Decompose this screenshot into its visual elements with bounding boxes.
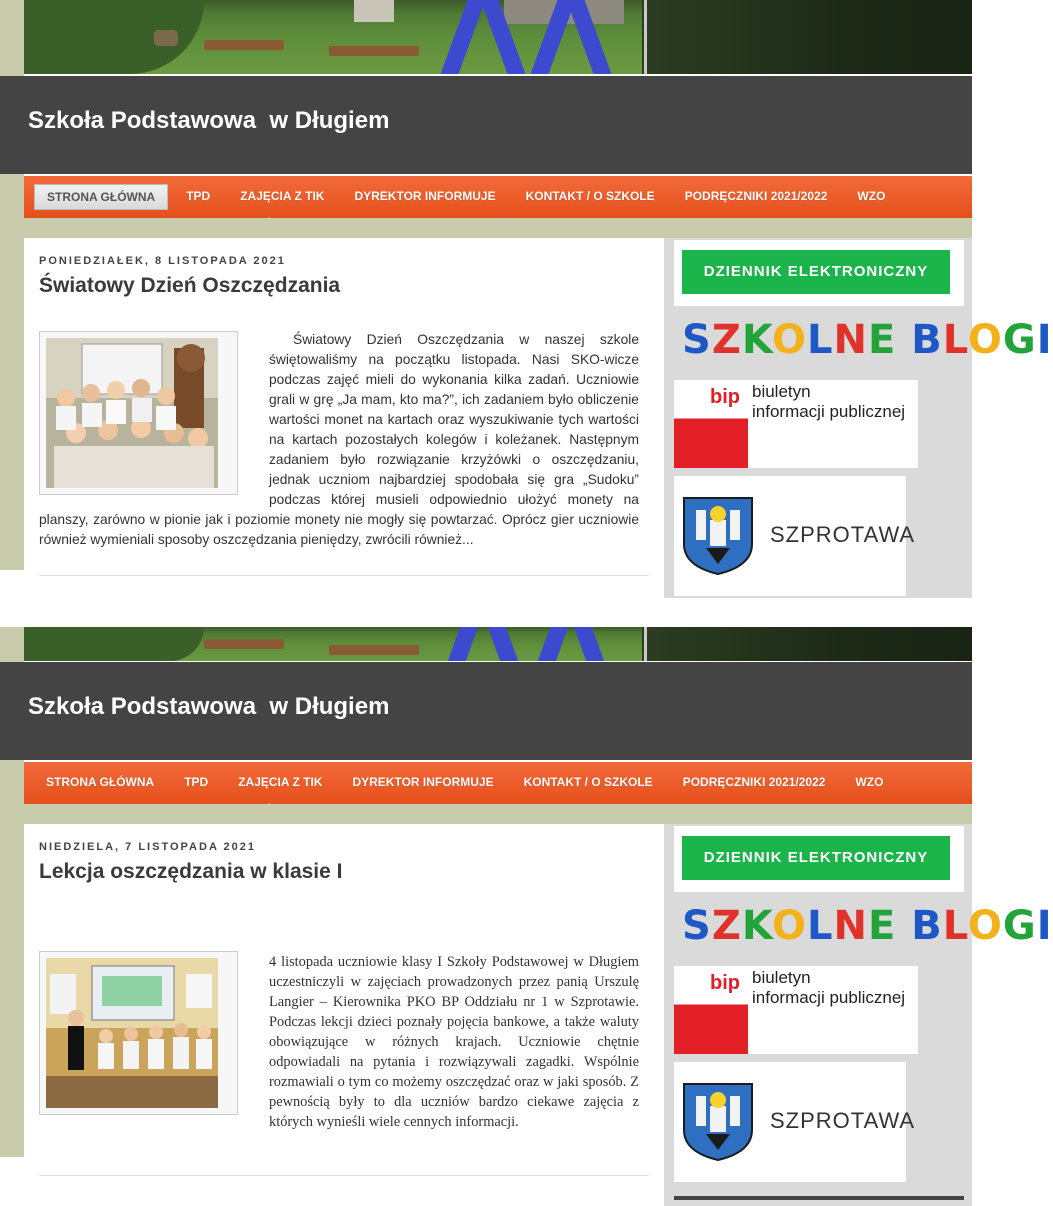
site-header xyxy=(0,662,972,760)
sidebar xyxy=(664,824,1053,1206)
nav-tpd[interactable]: TPD xyxy=(186,189,211,203)
nav-tpd[interactable]: TPD xyxy=(184,775,209,789)
bip-word: bip xyxy=(710,972,740,994)
post-area xyxy=(24,238,664,598)
header-banner-image xyxy=(24,627,972,661)
nav-zajecia-z-tik[interactable]: ZAJĘCIA Z TIK xyxy=(240,189,325,203)
sidebar-bottom-rule xyxy=(674,1196,964,1200)
nav-kontakt[interactable]: KONTAKT / O SZKOLE xyxy=(525,189,655,203)
szprotawa-label: SZPROTAWA xyxy=(770,1108,916,1133)
szprotawa-banner[interactable] xyxy=(674,1062,916,1182)
bip-text: biuletyn informacji publicznej xyxy=(752,968,906,1007)
nav-wzo[interactable]: WZO xyxy=(855,775,884,789)
nav-kontakt[interactable]: KONTAKT / O SZKOLE xyxy=(523,775,653,789)
nav-dyrektor-informuje[interactable]: DYREKTOR INFORMUJE xyxy=(354,189,496,203)
szkolne-blogi-logo: SZKOLNE BLOGI xyxy=(682,903,1053,949)
screenshot-panel-2 xyxy=(0,627,1053,1206)
post-title[interactable]: Lekcja oszczędzania w klasie I xyxy=(39,860,343,883)
nav-podreczniki[interactable]: PODRĘCZNIKI 2021/2022 xyxy=(684,189,828,203)
main-nav xyxy=(24,176,972,218)
bip-banner[interactable] xyxy=(674,380,918,468)
site-title[interactable]: Szkoła Podstawowa w Długiem xyxy=(28,693,390,720)
szprotawa-label: SZPROTAWA xyxy=(770,522,916,547)
szprotawa-banner[interactable] xyxy=(674,476,916,596)
szkolne-blogi-banner[interactable] xyxy=(682,310,1053,370)
sidebar xyxy=(664,238,1053,598)
nav-dyrektor-informuje[interactable]: DYREKTOR INFORMUJE xyxy=(352,775,494,789)
site-header xyxy=(0,76,972,174)
nav-underlay xyxy=(24,218,972,238)
post-date: PONIEDZIAŁEK, 8 LISTOPADA 2021 xyxy=(39,255,286,267)
post-thumbnail[interactable] xyxy=(39,951,238,1115)
post-thumbnail[interactable] xyxy=(39,331,238,495)
bip-banner[interactable] xyxy=(674,966,918,1054)
classroom-photo xyxy=(46,958,218,1108)
szprotawa-coat-of-arms-icon xyxy=(682,1082,754,1162)
post-body-text: Światowy Dzień Oszczędzania w naszej szkole świętowaliśmy na początku listopada. Nasi SKO-wicze podczas zajęć mieli do wykonania kilka zadań. Uczniowie grali w grę „Ja mam, kto ma?”, ich zadaniem było obliczenie wartości monet na kartach oraz wyszukiwanie tych wartości na kartach pozostałych kolegów i koleżanek. Następnym zadaniem było rozwiązanie krzyżówki o oszczędzaniu, jednak uczniom najbardziej spodobała się gra „Sudoku” podczas której musieli odpowiednio ułożyć monety na planszy, zarówno w pionie jak i poziomie monety nie mogły się powtarzać. Oprócz gier uczniowie również wymieniali sposoby oszczędzania pieniędzy, zwrócili również... xyxy=(39,332,639,547)
nav-strona-glowna[interactable]: STRONA GŁÓWNA xyxy=(46,775,155,789)
nav-podreczniki[interactable]: PODRĘCZNIKI 2021/2022 xyxy=(682,775,826,789)
dziennik-label: DZIENNIK ELEKTRONICZNY xyxy=(682,836,950,880)
header-banner-image xyxy=(24,0,972,74)
dziennik-elektroniczny-banner[interactable] xyxy=(674,826,964,892)
bip-word: bip xyxy=(710,386,740,408)
nav-strona-glowna[interactable]: STRONA GŁÓWNA xyxy=(34,184,168,210)
main-nav xyxy=(24,762,972,804)
dziennik-elektroniczny-banner[interactable] xyxy=(674,240,964,306)
szkolne-blogi-logo: SZKOLNE BLOGI xyxy=(682,317,1053,363)
nav-wzo[interactable]: WZO xyxy=(857,189,886,203)
szprotawa-coat-of-arms-icon xyxy=(682,496,754,576)
post-area xyxy=(24,824,664,1206)
nav-underlay xyxy=(24,804,972,824)
post-date: NIEDZIELA, 7 LISTOPADA 2021 xyxy=(39,841,257,853)
site-title[interactable]: Szkoła Podstawowa w Długiem xyxy=(28,107,390,134)
dziennik-label: DZIENNIK ELEKTRONICZNY xyxy=(682,250,950,294)
post-body-text: 4 listopada uczniowie klasy I Szkoły Podstawowej w Długiem uczestniczyli w zajęciach prowadzonych przez panią Urszulę Langier – Kierownika PKO BP Oddziału nr 1 w Szprotawie. Podczas lekcji dzieci poznały pojęcia bankowe, a także waluty obowiązujące w różnych krajach. Uczniowie chętnie odpowiadali na pytania i rozwiązywali zagadki. Wspólnie rozmawiali o tym co możemy oszczędzać oraz w jaki sposób. Z pewnością były to dla uczniów bardzo ciekawe zajęcia z których wynieśli wiele cennych informacji. xyxy=(269,954,639,1130)
nav-zajecia-z-tik[interactable]: ZAJĘCIA Z TIK xyxy=(238,775,323,789)
post-title[interactable]: Światowy Dzień Oszczędzania xyxy=(39,274,341,297)
bip-text: biuletyn informacji publicznej xyxy=(752,382,906,421)
szkolne-blogi-banner[interactable] xyxy=(682,896,1053,956)
post-divider xyxy=(39,575,649,576)
screenshot-panel-1 xyxy=(0,0,1053,602)
post-divider xyxy=(39,1175,649,1176)
children-photo xyxy=(46,338,218,488)
